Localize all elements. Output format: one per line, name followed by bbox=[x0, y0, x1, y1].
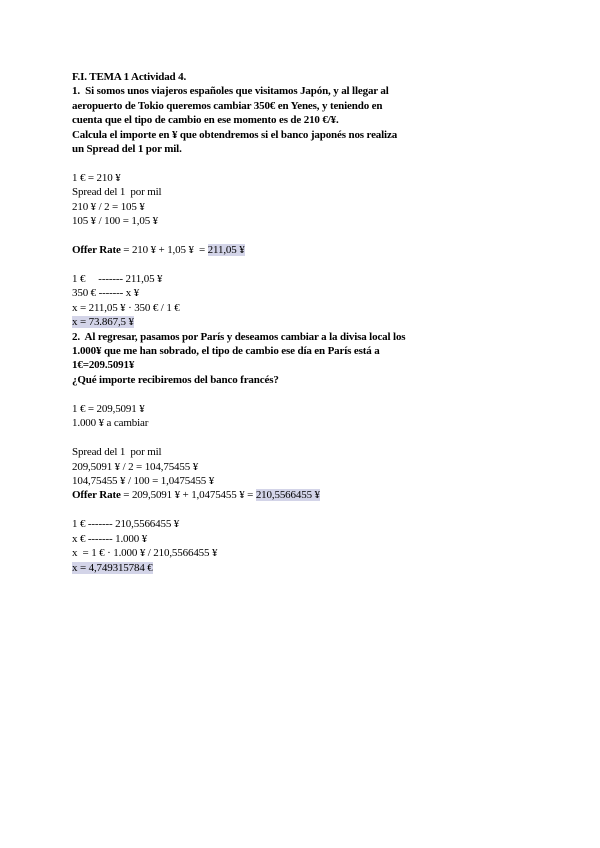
exercise2-calc-half: 209,5091 ¥ / 2 = 104,75455 ¥ bbox=[72, 460, 199, 473]
offer-rate-expression: = 209,5091 ¥ + 1,0475455 ¥ = bbox=[120, 489, 256, 502]
exercise1-statement-line: aeropuerto de Tokio queremos cambiar 350€ en Yenes, y teniendo en bbox=[72, 99, 383, 112]
exercise2-statement-line: 2. Al regresar, pasamos por París y deseamos cambiar a la divisa local los bbox=[72, 330, 406, 343]
exercise1-offer-rate bbox=[72, 243, 532, 257]
exercise1-calc-half: 210 ¥ / 2 = 105 ¥ bbox=[72, 200, 145, 213]
offer-rate-result: 210,5566455 ¥ bbox=[255, 489, 320, 502]
exercise1-formula: x = 211,05 ¥ · 350 € / 1 € bbox=[72, 301, 180, 314]
exercise1-spread-label: Spread del 1 por mil bbox=[72, 186, 162, 199]
exercise2-statement-line: 1€=209.5091¥ bbox=[72, 359, 135, 372]
offer-rate-result: 211,05 ¥ bbox=[207, 244, 245, 257]
exercise2-amount: 1.000 ¥ a cambiar bbox=[72, 417, 149, 430]
exercise1-statement-line: 1. Si somos unos viajeros españoles que visitamos Japón, y al llegar al bbox=[72, 85, 389, 98]
offer-rate-expression: = 210 ¥ + 1,05 ¥ = bbox=[120, 244, 208, 257]
offer-rate-label: Offer Rate bbox=[72, 489, 121, 502]
offer-rate-label: Offer Rate bbox=[72, 244, 121, 257]
exercise2-calc-permil: 104,75455 ¥ / 100 = 1,0475455 ¥ bbox=[72, 474, 215, 487]
exercise2-statement-line: 1.000¥ que me han sobrado, el tipo de cambio ese día en París está a bbox=[72, 345, 380, 358]
exercise1-statement-line: un Spread del 1 por mil. bbox=[72, 142, 182, 155]
exercise1-rule-of-three-line: 350 € ------- x ¥ bbox=[72, 287, 140, 300]
exercise1-statement-line: cuenta que el tipo de cambio en ese momento es de 210 €/¥. bbox=[72, 114, 339, 127]
exercise2-offer-rate bbox=[72, 488, 532, 502]
exercise2-rule-of-three-line: x € ------- 1.000 ¥ bbox=[72, 532, 148, 545]
exercise1-statement-line: Calcula el importe en ¥ que obtendremos si el banco japonés nos realiza bbox=[72, 128, 398, 141]
document-page bbox=[72, 70, 532, 575]
exercise1-rate: 1 € = 210 ¥ bbox=[72, 171, 121, 184]
exercise1-answer bbox=[72, 315, 532, 329]
exercise1-rule-of-three-line: 1 € ------- 211,05 ¥ bbox=[72, 273, 163, 286]
exercise1-answer-highlight: x = 73.867,5 ¥ bbox=[72, 316, 134, 329]
exercise2-answer-highlight: x = 4,749315784 € bbox=[72, 561, 153, 574]
exercise1-calc-permil: 105 ¥ / 100 = 1,05 ¥ bbox=[72, 215, 159, 228]
exercise2-formula: x = 1 € · 1.000 ¥ / 210,5566455 ¥ bbox=[72, 547, 218, 560]
exercise2-statement-line: ¿Qué importe recibiremos del banco francés? bbox=[72, 373, 279, 386]
exercise2-rate: 1 € = 209,5091 ¥ bbox=[72, 402, 145, 415]
exercise2-spread-label: Spread del 1 por mil bbox=[72, 446, 162, 459]
exercise2-rule-of-three-line: 1 € ------- 210,5566455 ¥ bbox=[72, 518, 180, 531]
document-title: F.I. TEMA 1 Actividad 4. bbox=[72, 71, 187, 83]
exercise2-answer bbox=[72, 561, 532, 575]
